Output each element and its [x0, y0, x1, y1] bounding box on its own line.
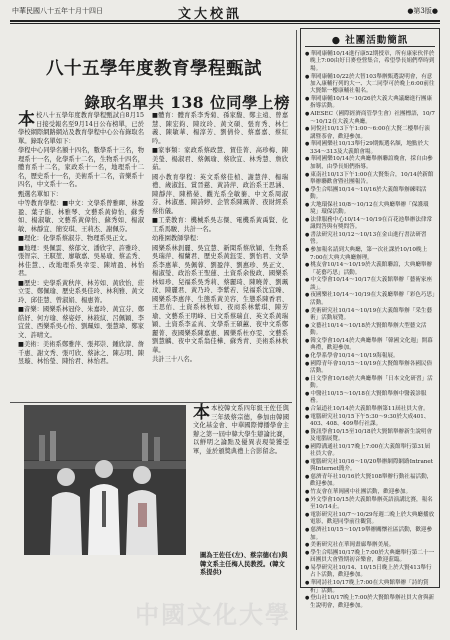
col2-para: 幼稚園教師學程：: [152, 235, 203, 242]
page-number: ●第3版●: [407, 7, 438, 15]
news-item: [305, 542, 435, 549]
bullet-icon: ●: [305, 247, 310, 254]
col1-para: ■美術：美術系鄭雅萍、張邦崇、鍾欣淳、詹千惠、謝文秀、張可欣、蔡詠之、陳志明、陳昱璇、林怡瑩、陳怡君、林怡君。: [18, 341, 144, 365]
news-item-text: 參加報名請到大典廳，第一次社課於10/10晚上7:00在大典大典廳辦理。: [310, 247, 428, 261]
news-item: [305, 565, 435, 580]
news-item-text: 中文學會10/14～10/17在大義館舉辦「藝術家座談」。: [310, 277, 433, 291]
news-item-text: 文藝社10/14～10/18於大賢館舉辦大型藝文活動。: [310, 322, 427, 337]
bullet-icon: ●: [305, 496, 310, 503]
news-item: [305, 187, 435, 202]
news-item: [305, 308, 435, 323]
bullet-icon: ●: [305, 390, 310, 397]
news-item-text: 竹友會在華岡國中社團活動，歡迎參加。: [310, 489, 412, 496]
news-item: [305, 217, 435, 232]
bullet-icon: ●: [305, 360, 310, 367]
photo-illustration: [24, 405, 186, 555]
photo: [24, 405, 186, 555]
news-item: [305, 323, 435, 338]
news-item: [305, 474, 435, 489]
news-item: [305, 489, 435, 496]
bullet-icon: ●: [305, 111, 310, 118]
news-item-text: 東南社10/13下午1:00在大賢集合，10/14於新館舉辦聯歡會暨社團報告。: [310, 171, 434, 185]
news-item: [305, 111, 435, 126]
news-item: [305, 527, 435, 542]
news-item-text: 華岡國樂10/14於大典廳舉辦聯誼晚會，採自由參加制，由學長姐們指導。: [310, 156, 433, 170]
news-title-rule: [305, 46, 435, 47]
bullet-icon: ●: [305, 375, 310, 382]
news-item: [305, 512, 435, 527]
column-divider: [296, 30, 297, 630]
col2-para: 國樂系林釗麗、吳宜慧、新聞系蔡欣穎、生物系吳瑞萍、楊蘭君、歷史系黃鈺雯、劉怡君、文學系李惠華、吳佩蓉、劉盈萍、劉惠珍、吳正文、楊淑瑩、政治系王聖蓮、土資系余俊政、國樂系林如珍、兒福系吳秀莉、蔡麗琦、陳曉菁、劉珮玟、陳麗君、黃乃玲、李紫若、兒福系沈宜臻、國樂系李惠萍、生態系黃美容、生態系陳香君、王思佑、土資系林秋如、夜商系林紫琪、陳芳瑜、文藝系王明峰、日文系蔡瑞貞、英文系黃瑞穎、土資系李孟真、文學系王碩蕙、夜中文系鄭麗菁、夜國樂系陳嘉惠、國樂系杜亦雯、文藝系劉慧麟、夜中文系翁佳樺、蘇秀青、美術系林秋華。: [152, 244, 288, 354]
bullet-icon: ●: [305, 527, 310, 534]
news-item: [305, 96, 435, 111]
bullet-icon: ●: [305, 511, 310, 518]
masthead: 文大校訊: [178, 7, 243, 22]
news-item: [305, 414, 435, 429]
col1-para: ■理化：化學系蔡淑芬、物理系吳正文。: [18, 235, 131, 242]
bullet-icon: ●: [305, 474, 310, 481]
col1-para: 校八十五學年度教育學程甄試自8月15日接受報名至9月14日公布榜單，已於學校網際網路網站及教育學程中心公布錄取名單。錄取名單如下：: [18, 112, 144, 145]
bullet-icon: ●: [305, 428, 310, 435]
news-box: [300, 28, 440, 609]
bullet-icon: ●: [305, 96, 310, 103]
bullet-icon: ●: [305, 156, 310, 163]
bullet-icon: ●: [305, 542, 310, 549]
bullet-icon: ●: [305, 126, 310, 133]
news-item-text: 華岡康輔10/22於大智103舉辦甄選說明會，有意加入康輔行列的大一、大二同學可於晚上6:00前往大賢館一樓康輔社報名。: [310, 73, 435, 95]
bullet-icon: ●: [305, 307, 310, 314]
col1-para: ■音樂：國樂系林冠伶、朱嘉玲、黃宜芬、鄭皓妤、何方瑜、蔡姿妤、林筱紋、呂佩穎、李宜萱、西樂系吳心怡、劉珮如、張慧瑋、鄭家文、許晴文。: [18, 306, 144, 339]
bullet-icon: ●: [305, 458, 310, 465]
bullet-icon: ●: [305, 201, 310, 208]
news-item: [305, 459, 435, 474]
news-item-text: AIESEC（國際經濟商管學生會）社團標語，10/7～10/12在大義大典廳。: [310, 111, 435, 125]
article-column-2: [152, 112, 288, 366]
bullet-icon: ●: [305, 141, 310, 148]
news-item-text: 登山社10/17晚上7:00於大賢館舉辦社員大會與新生說明會，歡迎參加。: [310, 595, 435, 609]
news-item: [305, 429, 435, 444]
news-item: [305, 74, 435, 96]
header-rule: [10, 20, 440, 22]
news-item-text: 電影研究社10/7～10/29每週二晚上於大典廳播放電影，歡迎同學前往觀賞。: [310, 511, 435, 526]
news-item: [305, 338, 435, 353]
header-rule-thin: [10, 23, 440, 24]
news-item-text: 華岡康輔10/14～10/26於大義大典議廳進行團康指導活動。: [310, 96, 433, 110]
news-item-text: 日文學會10/16於大典廳舉辦「日本文化研習」活動。: [310, 375, 433, 390]
col2-para: ■體育：體育系李秀菊、孫家馥、鄭主遠、曾嘉慧、陳宏鈞、陳玟玲、黃文碩、張育秀、林仁義、陳敏華、楊淳芳、劉倩伶、蔡嘉嘉、蔡紅吟。: [152, 112, 288, 145]
news-item: [305, 550, 435, 565]
news-item: [305, 202, 435, 217]
news-item: [305, 353, 435, 360]
photo-caption-credit: 圖為王佐任(左)、蔡宗德(右)與韓文系主任梅人民教授。(韓文系提供): [200, 552, 288, 576]
news-item-text: 同悅社10/13下午1:00～6:00在大賢二樓舉行演講暨茶會，歡迎參加。: [310, 126, 430, 140]
news-item-text: 外文學會10/15於大義館舉辦英語演講比賽，報名至10/14止。: [310, 496, 433, 511]
news-item: [305, 277, 435, 292]
news-item-text: 資訊學會10/15至10/18於大賢館舉辦新生說明會及電腦展覽。: [310, 428, 433, 443]
bullet-icon: ●: [331, 35, 341, 46]
news-item: [305, 232, 435, 247]
news-item: [305, 292, 435, 307]
news-item-text: 華岡國樂社10/13舉行29期甄選名額，地點於大334～313及大義館會場。: [310, 141, 429, 155]
news-item-text: 國際溝通社10/17晚上7:00在大義館舉行第31屆社員大會。: [310, 443, 431, 458]
bullet-icon: ●: [305, 322, 310, 329]
caption-text: 本校韓文系四年級王佐任與三年級蔡宗德，參加由韓國文化基金會、中華國際傳播學會主辦之第一屆中韓大學生辯論比賽，以鮮明之論點及優異表現榮獲亞軍，並於頒獎典禮上合影留念。: [193, 405, 289, 455]
news-item-text: 中醫社10/15～10/18在大賢館舉辦中醫義診服務。: [310, 390, 427, 405]
news-item: [305, 391, 435, 406]
news-item: [305, 172, 435, 187]
dropcap: 本: [18, 110, 35, 130]
news-list: [305, 51, 435, 610]
watermark: 中國文化大學: [135, 600, 291, 629]
news-item: [305, 376, 435, 391]
news-item-text: 易學研究社10/14、10/15日晚上於大賢413舉行占卜活動，歡迎參加。: [310, 565, 432, 579]
col2-para: ■工業教育：機械系吳志傑、電機系黃禹賢、化工系馬駿、共計一名。: [152, 217, 288, 233]
bullet-icon: ●: [305, 413, 310, 420]
article-headline: 八十五學年度教育學程甄試: [46, 59, 262, 79]
bullet-icon: ●: [305, 292, 310, 299]
bullet-icon: ●: [305, 549, 310, 556]
col2-para: ■家事類：家政系蔡政慧、賀佳菁、高珍梅、陳美瑩、楊淑君、蔡佩瑜、蔡欣宜、林秀慧、詹欣茹。: [152, 147, 288, 171]
header-date: 中華民國八十五年十月十四日: [12, 7, 103, 15]
news-item-text: 電腦研究社10/16～10/20舉辦網際網路Intranet與Internet簡介。: [310, 458, 433, 473]
news-item: [305, 406, 435, 413]
bullet-icon: ●: [305, 443, 310, 450]
news-item-text: 桃友會10/14～10/19於大義館聯誼，大典廳舉辦「花藝巧思」活動。: [310, 262, 433, 276]
news-item-text: 夜國樂社10/14～10/19在大義廳舉辦「彩色巧思」活動。: [310, 292, 435, 306]
news-item-text: 法律服務中心10/14～10/19在百花池舉辦法律常識問答與有獎問答。: [310, 216, 433, 231]
bullet-icon: ●: [305, 171, 310, 178]
news-item: [305, 595, 435, 610]
news-item: [305, 262, 435, 277]
col1-para: ■地理：吳佩雲、蔡郁文、潘欣宇、許雅玲、張智宗、王馭堃、廖敏嘉、吳易瑜、蔡孟秀、林佳慧、、改地理系吳幸雯、陳靖盈、林怡君。: [18, 244, 144, 277]
news-item: [305, 247, 435, 262]
col1-para: 學程中心同學名額十四名，數學系十三名，物理系十一名，化學系十二名，生物系十四名，體育系十二名，家政系十一名，地理系十二名，歷史系十一名，美術系十二名，音樂系十四名，中文系十一名。: [18, 147, 144, 188]
news-item-text: 學生合唱團10/14～10/16於大義館舉辦練唱活動。: [310, 186, 427, 201]
bullet-icon: ●: [305, 489, 310, 496]
bullet-icon: ●: [305, 352, 310, 359]
news-item-text: 化學系學會10/14～10/19海報展。: [310, 352, 399, 359]
bullet-icon: ●: [305, 262, 310, 269]
bullet-icon: ●: [305, 580, 310, 587]
col1-para: 中等教育學程：■中文：文學系曾雅暉、林盈盈、葉子維、林雅琴、文藝系黃偉怡、蘇秀如、楊淑敏、文藝系黃偉怡、蘇秀如、楊淑敏、林靜宜、簡安琪、王莉杰、謝佩芬。: [18, 200, 144, 233]
photo-caption-main: [193, 405, 289, 457]
bullet-icon: ●: [305, 232, 310, 239]
bullet-icon: ●: [305, 73, 310, 80]
news-item-text: 韓文學會10/14於大典廳舉辦「韓國文化週」開幕典禮，歡迎參加。: [310, 337, 433, 352]
article-subhead: 錄取名單共 138 位同學上榜: [84, 93, 290, 112]
news-item: [305, 51, 435, 73]
news-item-text: 學生合唱團10/17晚上7:00於大典廳舉行第二十一屆團員大會暨期初音樂會，歡迎蒞臨。: [310, 549, 435, 564]
news-item: [305, 141, 435, 156]
news-item-text: 合氣道社10/14於大義館舉辦第11屆社員大會。: [310, 405, 429, 412]
news-item-text: 華岡康輔10/14進行康52期授章，所有康家伙伴於晚上7:00由好日麥登營集合，希望學長姐們準時到場。: [310, 51, 435, 72]
col2-para: 共計三十八名。: [152, 356, 197, 363]
bullet-icon: ●: [305, 277, 310, 284]
dropcap: 本: [193, 403, 210, 423]
news-item-text: 電腦研究社10/15下午5:30～9:30於大成401、403、408、409舉行社課。: [310, 413, 430, 428]
bullet-icon: ●: [305, 565, 310, 572]
news-item: [305, 497, 435, 512]
bullet-icon: ●: [305, 595, 310, 602]
news-item-text: 美術研究社在華岡畫廊舉辦美展。: [310, 542, 395, 549]
photo-frame-rule: [10, 402, 292, 403]
news-item-text: 書法研究社10/12～10/13在金山進行書法研習營。: [310, 232, 427, 246]
news-item-text: 慈濟社10/15～10/19舉辦關懷社區活動，歡迎參加。: [310, 527, 433, 541]
news-item-text: 華岡詩社10/17晚上7:00在大典館舉辦「詩的賞析」活動。: [310, 580, 429, 594]
col1-para: 甄選名單如下：: [18, 190, 63, 198]
col2-para: 國小教育學程：英文系蔡佳楨、謝慧萍、楊瑞禮、歲淑鈺、賞晉慈、黃詩萍、政治系王思涵、陳靜萍、陳楷晏、觀光系全敏蓁、中文系周淑芬、林淑惠、陳詩婷、企管系陳珮菁、夜財經系蔡佑儀。: [152, 173, 288, 215]
news-item: [305, 156, 435, 171]
news-box-title: [301, 32, 439, 46]
news-item-text: 美術研究社10/14～10/19在大義館舉辦「采生藝術」活動展覽。: [310, 307, 433, 321]
bullet-icon: ●: [305, 337, 310, 344]
news-item-text: 慈濟青年社10/16於大賢108舉辦行動社福活動，歡迎參加。: [310, 474, 433, 488]
news-item: [305, 126, 435, 141]
bullet-icon: ●: [305, 405, 310, 412]
bullet-icon: ●: [305, 216, 310, 223]
news-item: [305, 361, 435, 376]
news-title-text: 社團活動簡訊: [345, 35, 409, 46]
bullet-icon: ●: [305, 51, 310, 57]
article-column-1: [18, 112, 144, 368]
news-item-text: 大地環保社10/8～10/12在大典廳舉辦「保護環境」環保活動。: [310, 201, 429, 216]
col1-para: ■歷史：史學系黃秋萍、林芳如、黃欣怡、莊立雯、鄭佩瑜、歷史系吳佳玲、林利雅、黃文玲、邱佳慧、曾淑娟、楊惠菁。: [18, 279, 144, 304]
news-item-text: 國際青年會10/15～10/19在大賢館舉辦各國民俗活動。: [310, 360, 433, 374]
bullet-icon: ●: [305, 186, 310, 193]
news-item: [305, 444, 435, 459]
news-item: [305, 580, 435, 595]
